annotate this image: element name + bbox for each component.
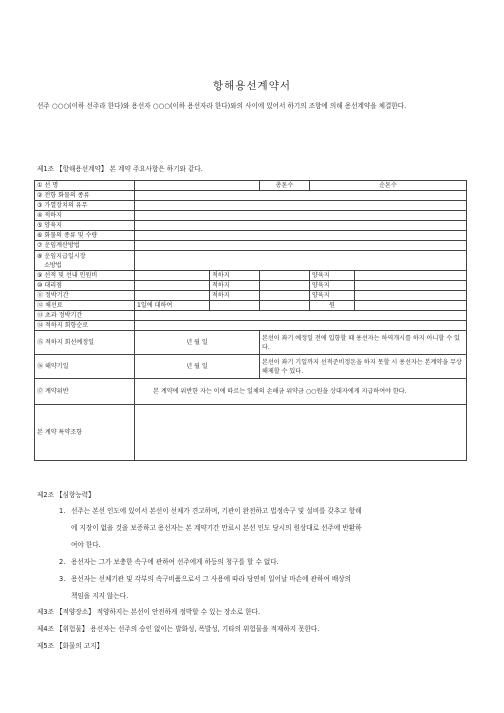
article5: 제5조 【화물의 고지】 xyxy=(37,642,104,650)
row-label: ⑧ 운임지급일시장 xyxy=(37,252,86,260)
article1-heading: 제1조 【항해용선계약】 본 계약 주요사항은 하기와 같다. xyxy=(37,165,203,173)
terms-table xyxy=(34,180,467,461)
item-number: 2. xyxy=(59,558,66,566)
net-tonnage-label: 순톤수 xyxy=(310,181,467,191)
gross-tonnage-label: 총톤수 xyxy=(260,181,310,191)
table-row xyxy=(35,355,467,379)
intro-paragraph: 선주 ○○○(이하 선주라 한다)와 용선자 ○○○(이하 용선자라 한다)와의 사이에 있어서 하기의 조항에 의해 용선계약을 체결한다. xyxy=(37,102,407,110)
discharge-port-label: 양육지 xyxy=(310,271,355,281)
row-label: ⑦ 운임계산방법 xyxy=(35,241,135,251)
table-row xyxy=(35,231,467,241)
item-line: 여야 한다. xyxy=(71,541,101,549)
row-label: ⑨ 선적 및 선내 인원비 xyxy=(35,271,135,281)
item-line: 에 지장이 없을 것을 보증하고 용선자는 본 계약기간 만료시 본선 인도 당시의 원상대로 선주에 반환하 xyxy=(71,524,362,532)
row-label: ④ 적하지 xyxy=(35,211,135,221)
table-row xyxy=(35,331,467,355)
date-field: 년 월 일 xyxy=(135,331,260,355)
loading-port-label: 적하지 xyxy=(210,281,260,291)
item-number: 3. xyxy=(59,575,66,583)
row-label: ⑮ 적하지 회선예정일 xyxy=(35,331,135,355)
table-row xyxy=(35,181,467,191)
table-row xyxy=(35,201,467,211)
article4: 제4조 【위험물】 용선자는 선주의 승인 없이는 발화성, 폭발성, 기타의 위험물을 적재하지 못한다. xyxy=(37,625,320,633)
row-label: ⑯ 해약기일 xyxy=(35,355,135,379)
row-note: 본선이 좌기 기일까지 선적준비정돈을 하지 못할 시 용선자는 본계약을 무상해제할 수 있다. xyxy=(260,355,467,379)
item-line: 용선자는 그가 보충한 속구에 관하여 선주에게 하등의 청구를 할 수 없다. xyxy=(71,558,279,566)
table-row xyxy=(35,191,467,201)
date-field: 년 월 일 xyxy=(135,355,260,379)
loading-port-label: 적하지 xyxy=(210,271,260,281)
row-label: 본 계약 특약조항 xyxy=(35,405,135,461)
per-day-label: 1일에 대하여 xyxy=(135,301,210,311)
table-row xyxy=(35,301,467,311)
item-line: 선주는 본선 인도에 있어서 본선이 선체가 견고하며, 기관이 완전하고 법정속구 및 설비를 갖추고 항해 xyxy=(71,507,362,515)
item-line: 용선자는 선체기관 및 각부의 속구비품으로서 그 사용에 따라 당연히 일어날 마손에 관하여 배상의 xyxy=(71,575,351,583)
table-row xyxy=(35,221,467,231)
row-label-cont: 소방법 xyxy=(44,261,62,269)
row-note: 본 계약에 위반한 자는 이에 따르는 일체의 손해금 위약금 ○○원을 상대자에게 지급하여야 한다. xyxy=(135,379,467,405)
table-row xyxy=(35,311,467,321)
row-label: ⑩ 대리점 xyxy=(35,281,135,291)
row-label: ① 선 명 xyxy=(35,181,135,191)
table-row xyxy=(35,251,467,271)
discharge-port-label: 양육지 xyxy=(310,281,355,291)
row-label: ⑬ 초과 정박기간 xyxy=(35,311,135,321)
table-row xyxy=(35,281,467,291)
row-label: ⑭ 적하지 회항순로 xyxy=(35,321,135,331)
table-row xyxy=(35,271,467,281)
table-row xyxy=(35,379,467,405)
article3: 제3조 【적양장소】 적양하지는 본선이 안전하게 정박할 수 있는 장소로 한다. xyxy=(37,608,261,616)
row-label: ③ 가열장치의 유무 xyxy=(35,201,135,211)
row-label: ⑤ 양육지 xyxy=(35,221,135,231)
table-row xyxy=(35,405,467,461)
table-row xyxy=(35,291,467,301)
page-title: 항해용선계약서 xyxy=(212,80,291,92)
table-row xyxy=(35,211,467,221)
table-row xyxy=(35,321,467,331)
row-label: ② 전항 화물의 종류 xyxy=(35,191,135,201)
article2-heading: 제2조 【심항능력】 xyxy=(37,491,95,499)
row-label: ⑥ 화물의 종류 및 수량 xyxy=(35,231,135,241)
discharge-port-label: 양육지 xyxy=(310,291,355,301)
item-number: 1. xyxy=(59,507,66,515)
row-note: 본선이 좌기 예정일 전에 입항할 때 용선자는 하역개시를 하지 아니할 수 있다. xyxy=(260,331,467,355)
loading-port-label: 적하지 xyxy=(210,291,260,301)
row-label: ⑫ 체선료 xyxy=(35,301,135,311)
row-label: ⑰ 계약위반 xyxy=(35,379,135,405)
won-unit-label: 원 xyxy=(310,301,355,311)
table-row xyxy=(35,241,467,251)
row-label: ⑪ 정박기간 xyxy=(35,291,135,301)
item-line: 책임을 지지 않는다. xyxy=(71,592,129,600)
